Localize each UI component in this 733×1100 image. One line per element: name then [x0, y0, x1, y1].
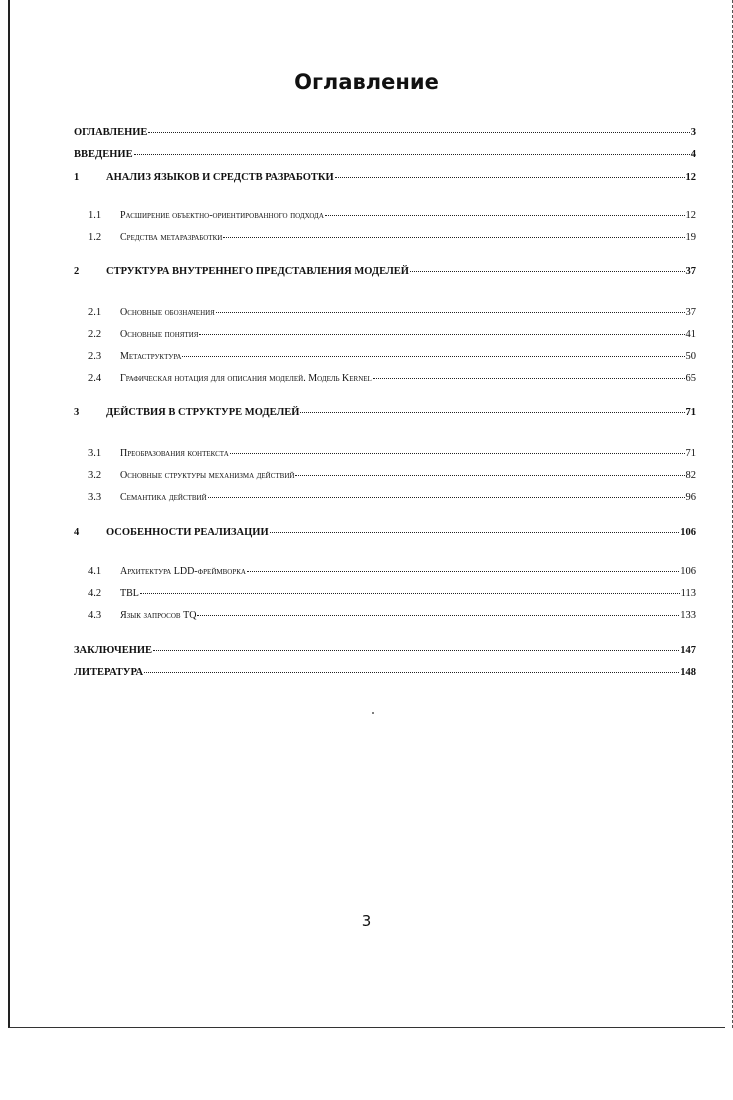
toc-dot-leader [295, 467, 684, 476]
toc-entry-number: 2.4 [88, 373, 102, 384]
toc-dot-leader [216, 304, 685, 313]
toc-dot-leader [140, 585, 680, 594]
toc-entry-page: 148 [680, 667, 696, 678]
toc-entry-label: Архитектура LDD-фреймворка [120, 566, 246, 577]
toc-dot-leader [148, 124, 689, 133]
toc-entry-page: 71 [685, 448, 696, 459]
toc-entry-label: Расширение объектно-ориентированного подхода [120, 210, 324, 221]
toc-entry-label: ВВЕДЕНИЕ [74, 149, 133, 160]
toc-entry-page: 65 [685, 373, 696, 384]
toc-entry-label: ЗАКЛЮЧЕНИЕ [74, 645, 153, 656]
toc-entry[interactable] [74, 565, 696, 579]
toc-entry-page: 106 [680, 527, 696, 538]
toc-entry-number: 3.1 [88, 448, 102, 459]
toc-entry[interactable] [74, 491, 696, 505]
toc-entry-label: ОСОБЕННОСТИ РЕАЛИЗАЦИИ [106, 527, 269, 538]
toc-entry-number: 1.1 [88, 210, 102, 221]
toc-entry[interactable] [74, 171, 696, 185]
toc-dot-leader [197, 607, 679, 616]
toc-entry-page: 106 [680, 566, 696, 577]
toc-entry-page: 41 [685, 329, 696, 340]
toc-entry-number: 1 [74, 172, 80, 183]
toc-entry-page: 82 [685, 470, 696, 481]
page-title: Оглавление [294, 70, 439, 94]
toc-entry[interactable] [74, 350, 696, 364]
toc-dot-leader [247, 563, 679, 572]
toc-entry-label: Основные обозначения [120, 307, 215, 318]
toc-entry[interactable] [74, 644, 696, 658]
toc-entry[interactable] [74, 265, 696, 279]
toc-dot-leader [270, 524, 680, 533]
toc-entry-number: 2 [74, 266, 80, 277]
toc-entry-page: 12 [685, 172, 696, 183]
toc-entry-number: 4.3 [88, 610, 102, 621]
toc-entry-label: ЛИТЕРАТУРА [74, 667, 144, 678]
toc-dot-leader [199, 326, 684, 335]
toc-entry[interactable] [74, 126, 696, 140]
toc-entry-page: 3 [690, 127, 696, 138]
toc-dot-leader [223, 229, 684, 238]
toc-entry-page: 50 [685, 351, 696, 362]
toc-entry-page: 113 [680, 588, 696, 599]
toc-entry-page: 37 [685, 307, 696, 318]
toc-dot-leader [325, 207, 685, 216]
toc-entry-label: Основные понятия [120, 329, 199, 340]
toc-entry-number: 3 [74, 407, 80, 418]
toc-entry[interactable] [74, 666, 696, 680]
toc-entry-number: 3.2 [88, 470, 102, 481]
toc-dot-leader [300, 404, 684, 413]
toc-entry-page: 147 [680, 645, 696, 656]
toc-entry-label: Преобразования контекста [120, 448, 229, 459]
toc-entry-page: 37 [685, 266, 696, 277]
toc-entry-page: 96 [685, 492, 696, 503]
toc-entry[interactable] [74, 372, 696, 386]
toc-dot-leader [410, 263, 685, 272]
toc-dot-leader [144, 664, 679, 673]
toc-entry-label: Метаструктура [120, 351, 182, 362]
toc-entry-label: СТРУКТУРА ВНУТРЕННЕГО ПРЕДСТАВЛЕНИЯ МОДЕЛЕЙ [106, 266, 409, 277]
toc-dot-leader [230, 445, 685, 454]
toc-entry-page: 71 [685, 407, 696, 418]
toc-entry-label: Основные структуры механизма действий [120, 470, 295, 481]
page-number: 3 [361, 912, 372, 930]
toc-entry-page: 12 [685, 210, 696, 221]
toc-dot-leader [153, 642, 679, 651]
toc-entry[interactable] [74, 306, 696, 320]
toc-dot-leader [134, 146, 690, 155]
toc-entry-number: 1.2 [88, 232, 102, 243]
toc-entry-label: ДЕЙСТВИЯ В СТРУКТУРЕ МОДЕЛЕЙ [106, 407, 300, 418]
toc-entry-page: 133 [680, 610, 696, 621]
toc-entry[interactable] [74, 148, 696, 162]
toc-dot-leader [335, 169, 685, 178]
toc-entry-label: Семантика действий [120, 492, 207, 503]
toc-dot-leader [208, 489, 685, 498]
toc-entry-number: 3.3 [88, 492, 102, 503]
toc-entry[interactable] [74, 526, 696, 540]
toc-entry-label: TBL [120, 588, 139, 599]
toc-entry-label: Средства метаразработки [120, 232, 223, 243]
toc-entry-label: Графическая нотация для описания моделей. Модель Kernel [120, 373, 372, 384]
toc-entry[interactable] [74, 209, 696, 223]
toc-entry-label: Язык запросов TQ [120, 610, 197, 621]
toc-entry-label: ОГЛАВЛЕНИЕ [74, 127, 148, 138]
toc-entry-number: 2.2 [88, 329, 102, 340]
toc-entry[interactable] [74, 231, 696, 245]
toc-entry-number: 2.3 [88, 351, 102, 362]
toc-entry-number: 4.1 [88, 566, 102, 577]
toc-entry-label: АНАЛИЗ ЯЗЫКОВ И СРЕДСТВ РАЗРАБОТКИ [106, 172, 334, 183]
toc-entry[interactable] [74, 406, 696, 420]
toc-entry-number: 4 [74, 527, 80, 538]
scan-speck [372, 712, 374, 714]
toc-entry[interactable] [74, 328, 696, 342]
toc-entry-page: 19 [685, 232, 696, 243]
toc-entry[interactable] [74, 587, 696, 601]
toc-entry-number: 2.1 [88, 307, 102, 318]
toc-dot-leader [373, 370, 685, 379]
toc-entry-number: 4.2 [88, 588, 102, 599]
toc-entry[interactable] [74, 469, 696, 483]
toc-entry[interactable] [74, 447, 696, 461]
toc-dot-leader [182, 348, 684, 357]
toc-entry[interactable] [74, 609, 696, 623]
toc-entry-page: 4 [690, 149, 696, 160]
